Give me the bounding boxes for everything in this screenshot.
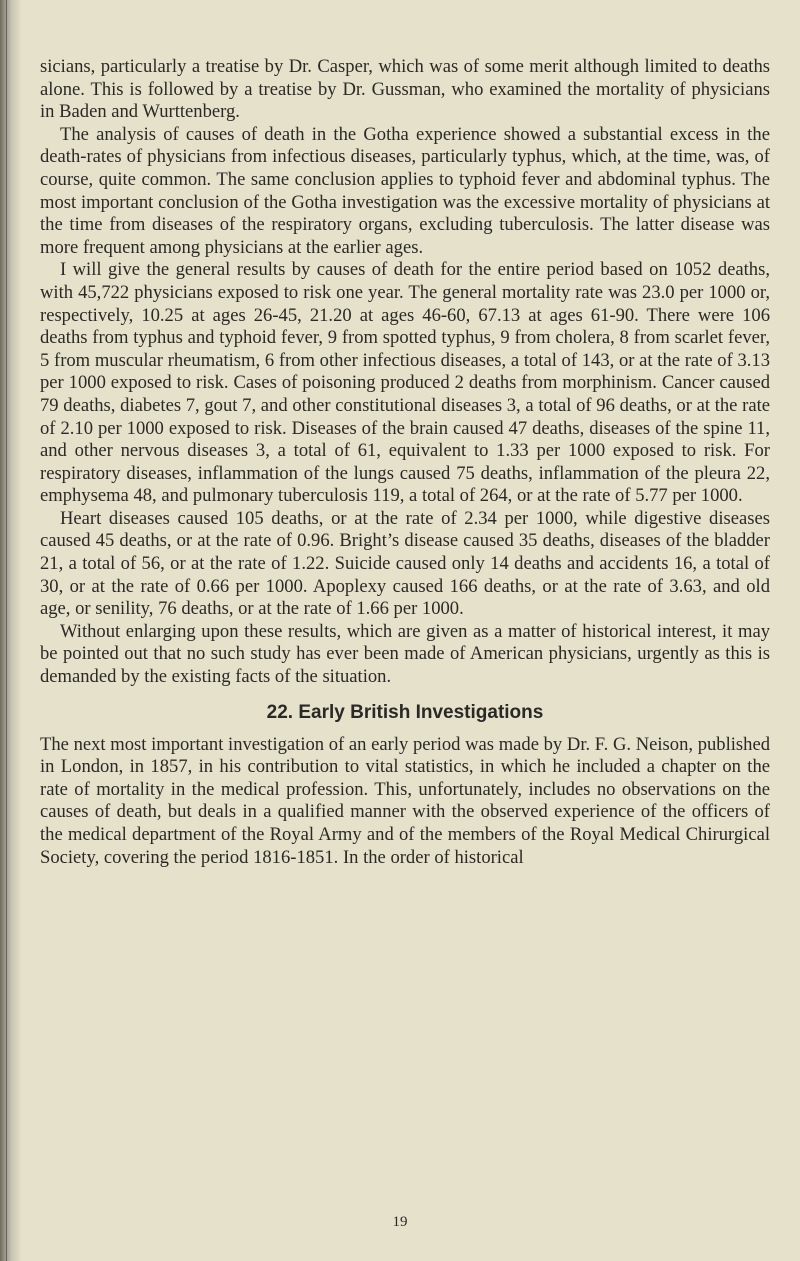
paragraph-heart-diseases: Heart diseases caused 105 deaths, or at the rate of 2.34 per 1000, while digestive diseases caused 45 deaths, or at the rate of 0.96. Bright’s disease caused 35 deaths, diseases of the bladder 21, a total of 56, or at the rate of 1.22. Suicide caused only 14 deaths and accidents 16, a total of 30, or at the rate of 0.66 per 1000. Apoplexy caused 166 deaths, or at the rate of 3.63, and old age, or senility, 76 deaths, or at the rate of 1.66 per 1000. — [40, 507, 770, 620]
section-heading: 22. Early British Investigations — [266, 701, 544, 723]
paragraph-general-results: I will give the general results by causes of death for the entire period based on 1052 deaths, with 45,722 physicians exposed to risk one year. The general mortality rate was 23.0 per 1000 or, respectively, 10.25 at ages 26-45, 21.20 at ages 46-60, 67.13 at ages 61-90. There were 106 deaths from typhus and typhoid fever, 9 from spotted typhus, 9 from cholera, 8 from scarlet fever, 5 from muscular rheumatism, 6 from other infectious diseases, a total of 143, or at the rate of 3.13 per 1000 exposed to risk. Cases of poisoning produced 2 deaths from morphinism. Cancer caused 79 deaths, diabetes 7, gout 7, and other constitutional diseases 3, a total of 96 deaths, or at the rate of 2.10 per 1000 exposed to risk. Diseases of the brain caused 47 deaths, diseases of the spine 11, and other nervous diseases 3, a total of 61, equivalent to 1.33 per 1000 exposed to risk. For respiratory diseases, inflammation of the lungs caused 75 deaths, inflammation of the pleura 22, emphysema 48, and pulmonary tuberculosis 119, a total of 264, or at the rate of 5.77 per 1000. — [40, 259, 770, 507]
book-page-text — [40, 56, 770, 869]
page-binding-shadow — [0, 0, 22, 1261]
page-binding-edge — [6, 0, 7, 1261]
paragraph-gotha-analysis: The analysis of causes of death in the Gotha experience showed a substantial excess in the death-rates of physicians from infectious diseases, particularly typhus, which, at the time, was, of course, quite common. The same conclusion applies to typhoid fever and abdominal typhus. The most important conclusion of the Gotha investigation was the excessive mortality of physicians at the time from diseases of the respiratory organs, excluding tuberculosis. The latter disease was more frequent among physicians at the earlier ages. — [40, 123, 770, 258]
paragraph-neison-investigation: The next most important investigation of an early period was made by Dr. F. G. Neison, published in London, in 1857, in his contribution to vital statistics, in which he included a chapter on the rate of mortality in the medical profession. This, unfortunately, includes no observations on the causes of death, but deals in a qualified manner with the observed experience of the officers of the medical department of the Royal Army and of the members of the Royal Medical Chirurgical Society, covering the period 1816-1851. In the order of historical — [40, 733, 770, 868]
paragraph-historical-interest: Without enlarging upon these results, which are given as a matter of historical interest, it may be pointed out that no such study has ever been made of American physicians, urgently as this is demanded by the existing facts of the situation. — [40, 620, 770, 688]
page-number: 19 — [392, 1214, 408, 1230]
paragraph-casper-gussman: sicians, particularly a treatise by Dr. Casper, which was of some merit although limited to deaths alone. This is followed by a treatise by Dr. Gussman, who examined the mortality of physicians in Baden and Wurttenberg. — [40, 56, 770, 123]
